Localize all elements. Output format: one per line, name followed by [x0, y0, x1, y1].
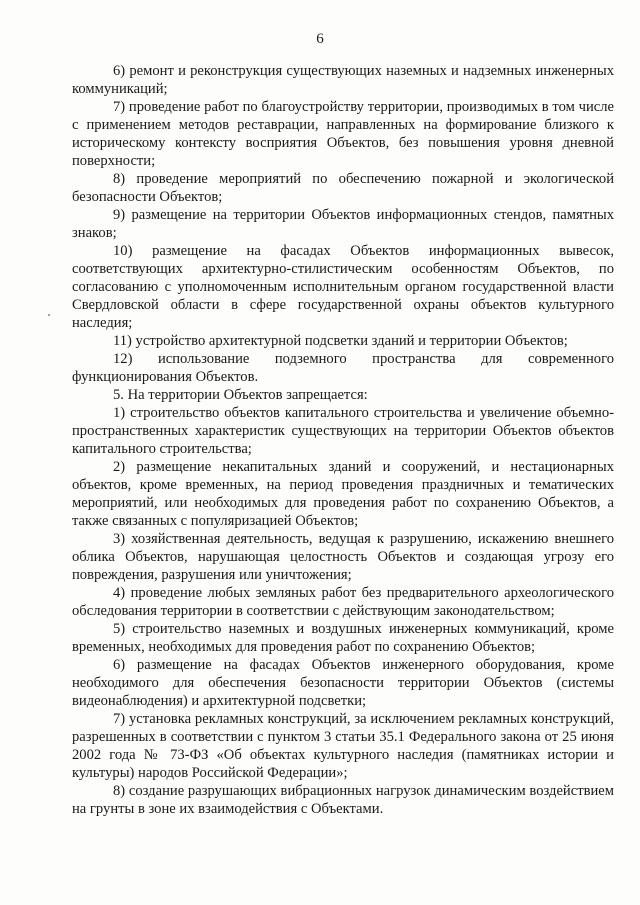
- document-body: [72, 62, 614, 818]
- paragraph-item-12-underground: 12) использование подземного пространства для современного функционирования Объектов.: [72, 351, 614, 385]
- paragraph-item-6-repair: 6) ремонт и реконструкция существующих наземных и надземных инженерных коммуникаций;: [72, 63, 614, 97]
- page-number: 6: [316, 31, 324, 47]
- prohibited-item-6: 6) размещение на фасадах Объектов инженерного оборудования, кроме необходимого для обеспечения безопасности территории Объектов (системы видеонаблюдения) и архитектурной подсветки;: [72, 657, 614, 709]
- paragraph-item-7-landscaping: 7) проведение работ по благоустройству территории, производимых в том числе с применением методов реставрации, направленных на формирование близкого к историческому контексту восприятия Объектов, без повышения уровня дневной поверхности;: [72, 99, 614, 169]
- paragraph-item-11-lighting: 11) устройство архитектурной подсветки зданий и территории Объектов;: [113, 333, 568, 349]
- prohibited-item-1: 1) строительство объектов капитального строительства и увеличение объемно-пространственных характеристик существующих на территории Объектов объектов капитального строительства;: [72, 405, 614, 457]
- paragraph-item-8-safety: 8) проведение мероприятий по обеспечению пожарной и экологической безопасности Объектов;: [72, 171, 614, 205]
- prohibited-item-2: 2) размещение некапитальных зданий и сооружений, и нестационарных объектов, кроме временных, на период проведения праздничных и тематических мероприятий, или необходимых для проведения работ по сохранению Объектов, а также связанных с популяризацией Объектов;: [72, 459, 614, 529]
- prohibited-item-7: 7) установка рекламных конструкций, за исключением рекламных конструкций, разрешенных в соответствии с пунктом 3 статьи 35.1 Федерального закона от 25 июня 2002 года № 73-ФЗ «Об объектах культурного наследия (памятниках истории и культуры) народов Российской Федерации»;: [72, 711, 614, 781]
- prohibited-item-4: 4) проведение любых земляных работ без предварительного археологического обследования территории в соответствии с действующим законодательством;: [72, 585, 614, 619]
- prohibited-item-5: 5) строительство наземных и воздушных инженерных коммуникаций, кроме временных, необходимых для проведения работ по сохранению Объектов;: [72, 621, 614, 655]
- scan-speck: [48, 314, 50, 316]
- section-5-heading: 5. На территории Объектов запрещается:: [113, 387, 368, 403]
- prohibited-item-3: 3) хозяйственная деятельность, ведущая к разрушению, искажению внешнего облика Объектов, нарушающая целостность Объектов и создающая угрозу его повреждения, разрушения или уничтожения;: [72, 531, 614, 583]
- paragraph-item-10-signage: 10) размещение на фасадах Объектов информационных вывесок, соответствующих архитектурно-стилистическим особенностям Объектов, по согласованию с уполномоченным исполнительным органом государственной власти Свердловской области в сфере государственной охраны объектов культурного наследия;: [72, 243, 614, 331]
- paragraph-item-9-stands: 9) размещение на территории Объектов информационных стендов, памятных знаков;: [72, 207, 614, 241]
- prohibited-item-8: 8) создание разрушающих вибрационных нагрузок динамическим воздействием на грунты в зоне их взаимодействия с Объектами.: [72, 783, 614, 817]
